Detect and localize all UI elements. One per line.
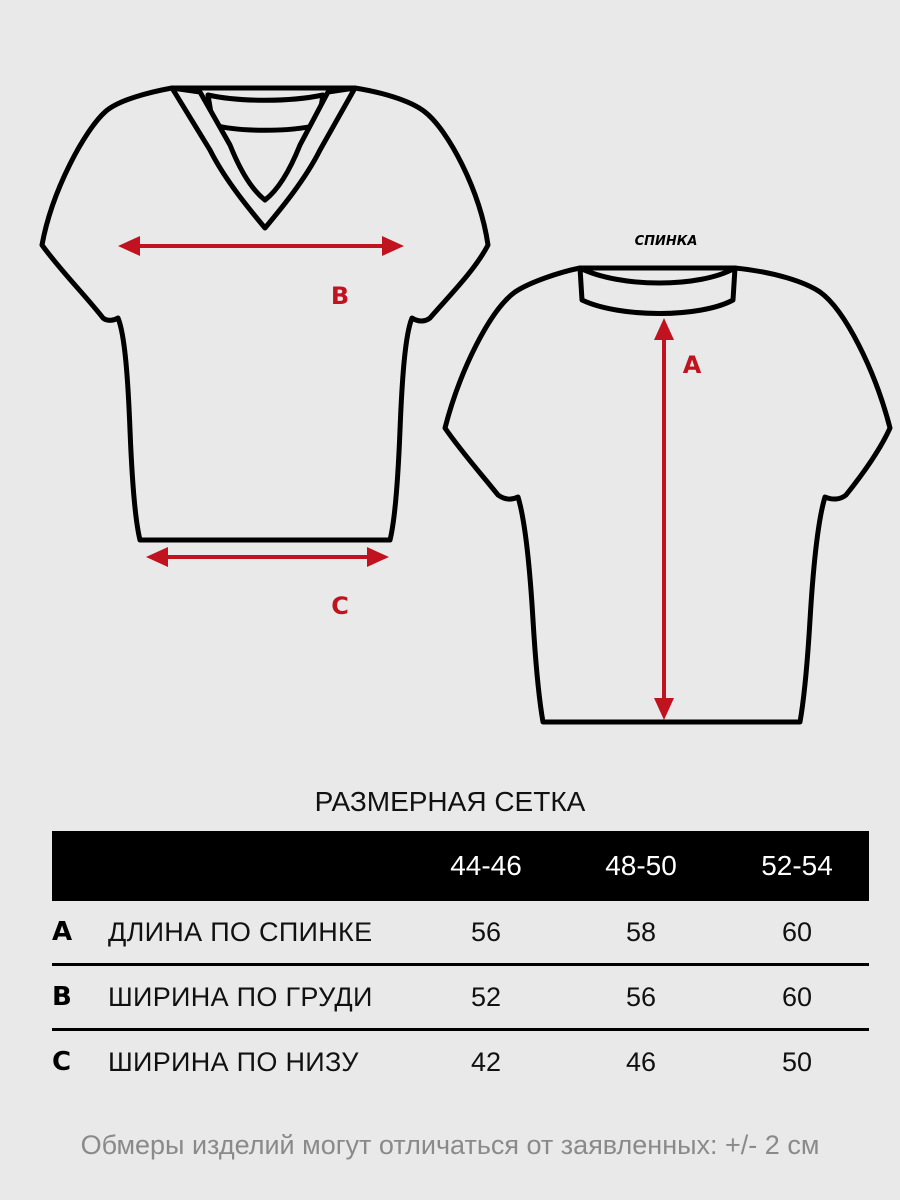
row-value: 58 <box>625 917 657 947</box>
size-header-2: 48-50 <box>605 850 677 881</box>
row-key: A <box>52 917 73 947</box>
front-garment-outline <box>42 88 488 540</box>
back-view <box>445 234 890 722</box>
row-key: C <box>52 1047 72 1077</box>
back-view-label: СПИНКА <box>634 234 698 249</box>
measure-c-arrow <box>146 547 389 567</box>
row-value: 42 <box>470 1047 502 1077</box>
table-row-a <box>52 901 869 966</box>
row-value: 56 <box>625 982 657 1012</box>
row-value: 46 <box>625 1047 657 1077</box>
row-value: 60 <box>781 982 813 1012</box>
front-back-collar <box>208 95 323 130</box>
row-measure-name: ШИРИНА ПО ГРУДИ <box>108 982 373 1012</box>
size-header-1: 44-46 <box>450 850 522 881</box>
measure-b-label: B <box>330 282 350 310</box>
row-key: B <box>52 982 72 1012</box>
size-chart-title: РАЗМЕРНАЯ СЕТКА <box>314 786 586 817</box>
row-value: 60 <box>781 917 813 947</box>
front-view <box>42 88 488 620</box>
row-measure-name: ДЛИНА ПО СПИНКЕ <box>108 917 373 947</box>
row-value: 56 <box>470 917 502 947</box>
table-row-b <box>52 966 869 1031</box>
measurement-disclaimer: Обмеры изделий могут отличаться от заявленных: +/- 2 см <box>80 1130 820 1160</box>
size-table-header <box>52 831 869 901</box>
table-row-c <box>52 1031 869 1093</box>
row-value: 52 <box>470 982 502 1012</box>
size-header-3: 52-54 <box>761 850 833 881</box>
row-value: 50 <box>781 1047 813 1077</box>
measure-a-label: A <box>682 351 702 379</box>
row-measure-name: ШИРИНА ПО НИЗУ <box>108 1047 359 1077</box>
measure-c-label: C <box>331 592 349 620</box>
size-table <box>52 831 869 1093</box>
